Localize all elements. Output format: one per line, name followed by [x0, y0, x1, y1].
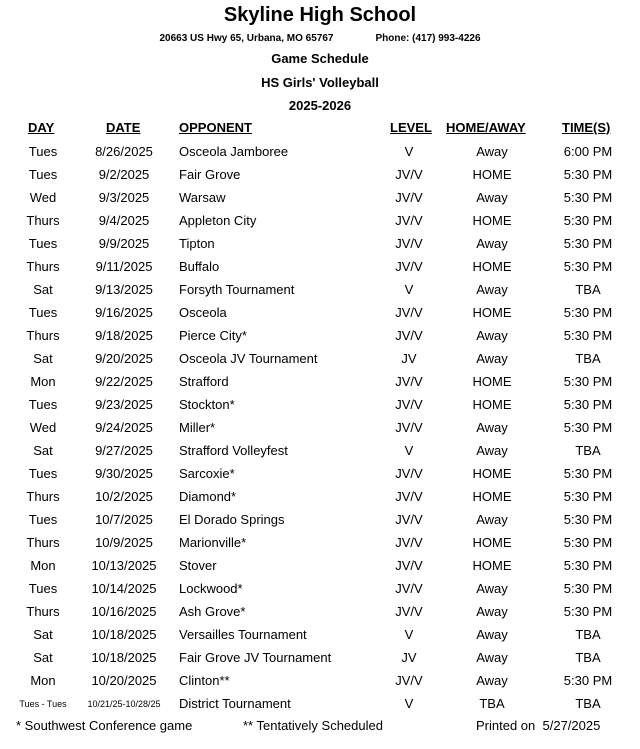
game-time: 5:30 PM	[563, 581, 613, 596]
game-opponent: Fair Grove	[179, 167, 241, 182]
game-level: JV/V	[395, 213, 423, 228]
game-home-away: Away	[476, 650, 508, 665]
game-date: 9/2/2025	[98, 167, 150, 182]
game-level: JV/V	[395, 512, 423, 527]
game-day: Tues	[28, 236, 58, 251]
game-home-away: Away	[476, 420, 508, 435]
game-opponent: Tipton	[179, 236, 215, 251]
game-time: TBA	[575, 627, 601, 642]
game-opponent: Fair Grove JV Tournament	[179, 650, 332, 665]
game-date: 10/20/2025	[91, 673, 157, 688]
game-date: 10/2/2025	[95, 489, 153, 504]
game-time: TBA	[575, 282, 601, 297]
game-opponent: Ash Grove*	[179, 604, 246, 619]
contact-line	[0, 33, 640, 44]
game-date: 9/9/2025	[98, 236, 150, 251]
game-date: 10/7/2025	[95, 512, 153, 527]
game-time: 5:30 PM	[563, 167, 613, 182]
game-opponent: Marionville*	[179, 535, 247, 550]
game-level: V	[404, 627, 414, 642]
game-day: Tues	[28, 305, 58, 320]
game-date: 10/14/2025	[91, 581, 157, 596]
schedule-row	[0, 348, 640, 371]
printed-date-line	[476, 718, 600, 733]
game-time: 5:30 PM	[563, 236, 613, 251]
game-date: 9/13/2025	[95, 282, 153, 297]
game-home-away: Away	[476, 190, 508, 205]
game-home-away: TBA	[479, 696, 505, 711]
game-home-away: Away	[476, 443, 508, 458]
schedule-row	[0, 233, 640, 256]
game-date: 10/13/2025	[91, 558, 157, 573]
game-opponent: Versailles Tournament	[179, 627, 307, 642]
column-header-home-away: HOME/AWAY	[446, 120, 526, 135]
game-day: Thurs	[26, 604, 60, 619]
game-day: Wed	[29, 420, 57, 435]
schedule-row	[0, 141, 640, 164]
column-header-time: TIME(S)	[562, 120, 611, 135]
game-home-away: Away	[476, 673, 508, 688]
schedule-row	[0, 555, 640, 578]
game-home-away: HOME	[472, 558, 512, 573]
game-opponent: Pierce City*	[179, 328, 247, 343]
game-home-away: Away	[476, 627, 508, 642]
game-level: V	[404, 696, 414, 711]
schedule-title: Game Schedule	[271, 51, 369, 66]
game-day: Sat	[33, 282, 53, 297]
game-time: 5:30 PM	[563, 512, 613, 527]
game-date: 9/22/2025	[95, 374, 153, 389]
printed-label: Printed on	[476, 718, 536, 733]
game-date: 10/18/2025	[91, 627, 157, 642]
game-level: JV/V	[395, 420, 423, 435]
schedule-row	[0, 578, 640, 601]
schedule-row	[0, 187, 640, 210]
game-day: Mon	[30, 374, 56, 389]
column-header-level: LEVEL	[390, 120, 432, 135]
game-home-away: HOME	[472, 397, 512, 412]
game-date: 9/18/2025	[95, 328, 153, 343]
game-home-away: HOME	[472, 466, 512, 481]
game-opponent: Forsyth Tournament	[179, 282, 295, 297]
game-time: 5:30 PM	[563, 190, 613, 205]
schedule-row	[0, 394, 640, 417]
schedule-row	[0, 624, 640, 647]
game-opponent: Diamond*	[179, 489, 237, 504]
game-day: Mon	[30, 558, 56, 573]
game-day: Sat	[33, 650, 53, 665]
game-opponent: Strafford	[179, 374, 229, 389]
game-level: JV/V	[395, 167, 423, 182]
game-time: 6:00 PM	[563, 144, 613, 159]
game-level: JV/V	[395, 558, 423, 573]
game-home-away: Away	[476, 581, 508, 596]
schedule-table	[0, 141, 640, 716]
game-opponent: Osceola JV Tournament	[179, 351, 318, 366]
game-level: JV	[401, 650, 417, 665]
game-day: Sat	[33, 443, 53, 458]
game-level: V	[404, 443, 414, 458]
game-opponent: Osceola	[179, 305, 227, 320]
game-date: 9/16/2025	[95, 305, 153, 320]
game-level: JV/V	[395, 581, 423, 596]
school-phone: Phone: (417) 993-4226	[375, 33, 481, 44]
game-home-away: HOME	[472, 259, 512, 274]
game-level: JV/V	[395, 236, 423, 251]
game-home-away: Away	[476, 604, 508, 619]
game-day: Thurs	[26, 489, 60, 504]
game-opponent: Warsaw	[179, 190, 226, 205]
schedule-row	[0, 279, 640, 302]
game-day: Tues	[28, 397, 58, 412]
game-home-away: HOME	[472, 167, 512, 182]
game-day: Wed	[29, 190, 57, 205]
schedule-row	[0, 647, 640, 670]
printed-date: 5/27/2025	[542, 718, 601, 733]
game-level: JV/V	[395, 328, 423, 343]
game-day: Thurs	[26, 213, 60, 228]
game-opponent: El Dorado Springs	[179, 512, 285, 527]
game-home-away: Away	[476, 236, 508, 251]
season-title: 2025-2026	[288, 98, 352, 113]
game-day: Thurs	[26, 328, 60, 343]
game-day: Mon	[30, 673, 56, 688]
game-level: JV/V	[395, 466, 423, 481]
game-date: 10/21/25-10/28/25	[87, 699, 161, 709]
game-day: Tues	[28, 167, 58, 182]
game-day: Sat	[33, 627, 53, 642]
schedule-row	[0, 371, 640, 394]
game-opponent: Stockton*	[179, 397, 235, 412]
game-day: Tues	[28, 144, 58, 159]
game-level: JV	[401, 351, 417, 366]
game-level: JV/V	[395, 604, 423, 619]
game-time: 5:30 PM	[563, 604, 613, 619]
game-day: Thurs	[26, 259, 60, 274]
schedule-row	[0, 164, 640, 187]
conference-footnote: * Southwest Conference game	[16, 718, 193, 733]
game-level: JV/V	[395, 374, 423, 389]
game-day: Sat	[33, 351, 53, 366]
schedule-row	[0, 440, 640, 463]
game-time: 5:30 PM	[563, 535, 613, 550]
schedule-row	[0, 509, 640, 532]
schedule-row	[0, 256, 640, 279]
schedule-row	[0, 601, 640, 624]
schedule-row	[0, 486, 640, 509]
game-opponent: Stover	[179, 558, 217, 573]
game-date: 10/16/2025	[91, 604, 157, 619]
game-time: 5:30 PM	[563, 259, 613, 274]
game-home-away: HOME	[472, 374, 512, 389]
sport-title: HS Girls' Volleyball	[261, 75, 379, 90]
game-time: TBA	[575, 351, 601, 366]
game-time: 5:30 PM	[563, 328, 613, 343]
schedule-row	[0, 693, 640, 716]
game-time: 5:30 PM	[563, 397, 613, 412]
game-time: 5:30 PM	[563, 466, 613, 481]
game-day: Tues - Tues	[19, 699, 67, 709]
game-opponent: Clinton**	[179, 673, 230, 688]
game-level: V	[404, 282, 414, 297]
game-opponent: Appleton City	[179, 213, 257, 228]
game-home-away: HOME	[472, 213, 512, 228]
game-time: TBA	[575, 696, 601, 711]
game-level: JV/V	[395, 397, 423, 412]
game-level: JV/V	[395, 259, 423, 274]
game-opponent: Miller*	[179, 420, 216, 435]
game-level: JV/V	[395, 673, 423, 688]
game-level: JV/V	[395, 535, 423, 550]
game-time: TBA	[575, 650, 601, 665]
school-name: Skyline High School	[223, 4, 417, 26]
school-address: 20663 US Hwy 65, Urbana, MO 65767	[159, 33, 334, 44]
game-home-away: Away	[476, 512, 508, 527]
game-day: Tues	[28, 512, 58, 527]
schedule-row	[0, 417, 640, 440]
game-time: 5:30 PM	[563, 374, 613, 389]
game-home-away: Away	[476, 351, 508, 366]
game-home-away: Away	[476, 282, 508, 297]
game-home-away: HOME	[472, 489, 512, 504]
game-home-away: HOME	[472, 535, 512, 550]
game-time: 5:30 PM	[563, 213, 613, 228]
game-day: Tues	[28, 466, 58, 481]
game-level: V	[404, 144, 414, 159]
game-date: 9/11/2025	[95, 259, 153, 274]
game-date: 9/30/2025	[95, 466, 153, 481]
game-time: 5:30 PM	[563, 558, 613, 573]
schedule-row	[0, 532, 640, 555]
game-date: 9/27/2025	[95, 443, 153, 458]
game-time: 5:30 PM	[563, 305, 613, 320]
game-date: 10/9/2025	[95, 535, 153, 550]
game-date: 9/3/2025	[98, 190, 150, 205]
game-time: 5:30 PM	[563, 420, 613, 435]
game-date: 9/4/2025	[98, 213, 150, 228]
game-home-away: HOME	[472, 305, 512, 320]
schedule-row	[0, 463, 640, 486]
schedule-row	[0, 670, 640, 693]
game-date: 9/24/2025	[95, 420, 153, 435]
game-home-away: Away	[476, 328, 508, 343]
tentative-footnote: ** Tentatively Scheduled	[243, 718, 383, 733]
column-header-date: DATE	[106, 120, 141, 135]
game-date: 10/18/2025	[91, 650, 157, 665]
game-opponent: Buffalo	[179, 259, 220, 274]
game-time: 5:30 PM	[563, 489, 613, 504]
schedule-row	[0, 210, 640, 233]
game-time: 5:30 PM	[563, 673, 613, 688]
schedule-row	[0, 302, 640, 325]
game-date: 9/23/2025	[95, 397, 153, 412]
game-date: 8/26/2025	[95, 144, 153, 159]
game-opponent: District Tournament	[179, 696, 291, 711]
column-header-day: DAY	[28, 120, 55, 135]
game-home-away: Away	[476, 144, 508, 159]
game-level: JV/V	[395, 190, 423, 205]
column-header-opponent: OPPONENT	[179, 120, 252, 135]
game-opponent: Osceola Jamboree	[179, 144, 289, 159]
game-day: Thurs	[26, 535, 60, 550]
game-level: JV/V	[395, 305, 423, 320]
game-time: TBA	[575, 443, 601, 458]
game-date: 9/20/2025	[95, 351, 153, 366]
game-opponent: Lockwood*	[179, 581, 243, 596]
game-day: Tues	[28, 581, 58, 596]
game-opponent: Sarcoxie*	[179, 466, 235, 481]
game-opponent: Strafford Volleyfest	[179, 443, 288, 458]
game-level: JV/V	[395, 489, 423, 504]
schedule-row	[0, 325, 640, 348]
